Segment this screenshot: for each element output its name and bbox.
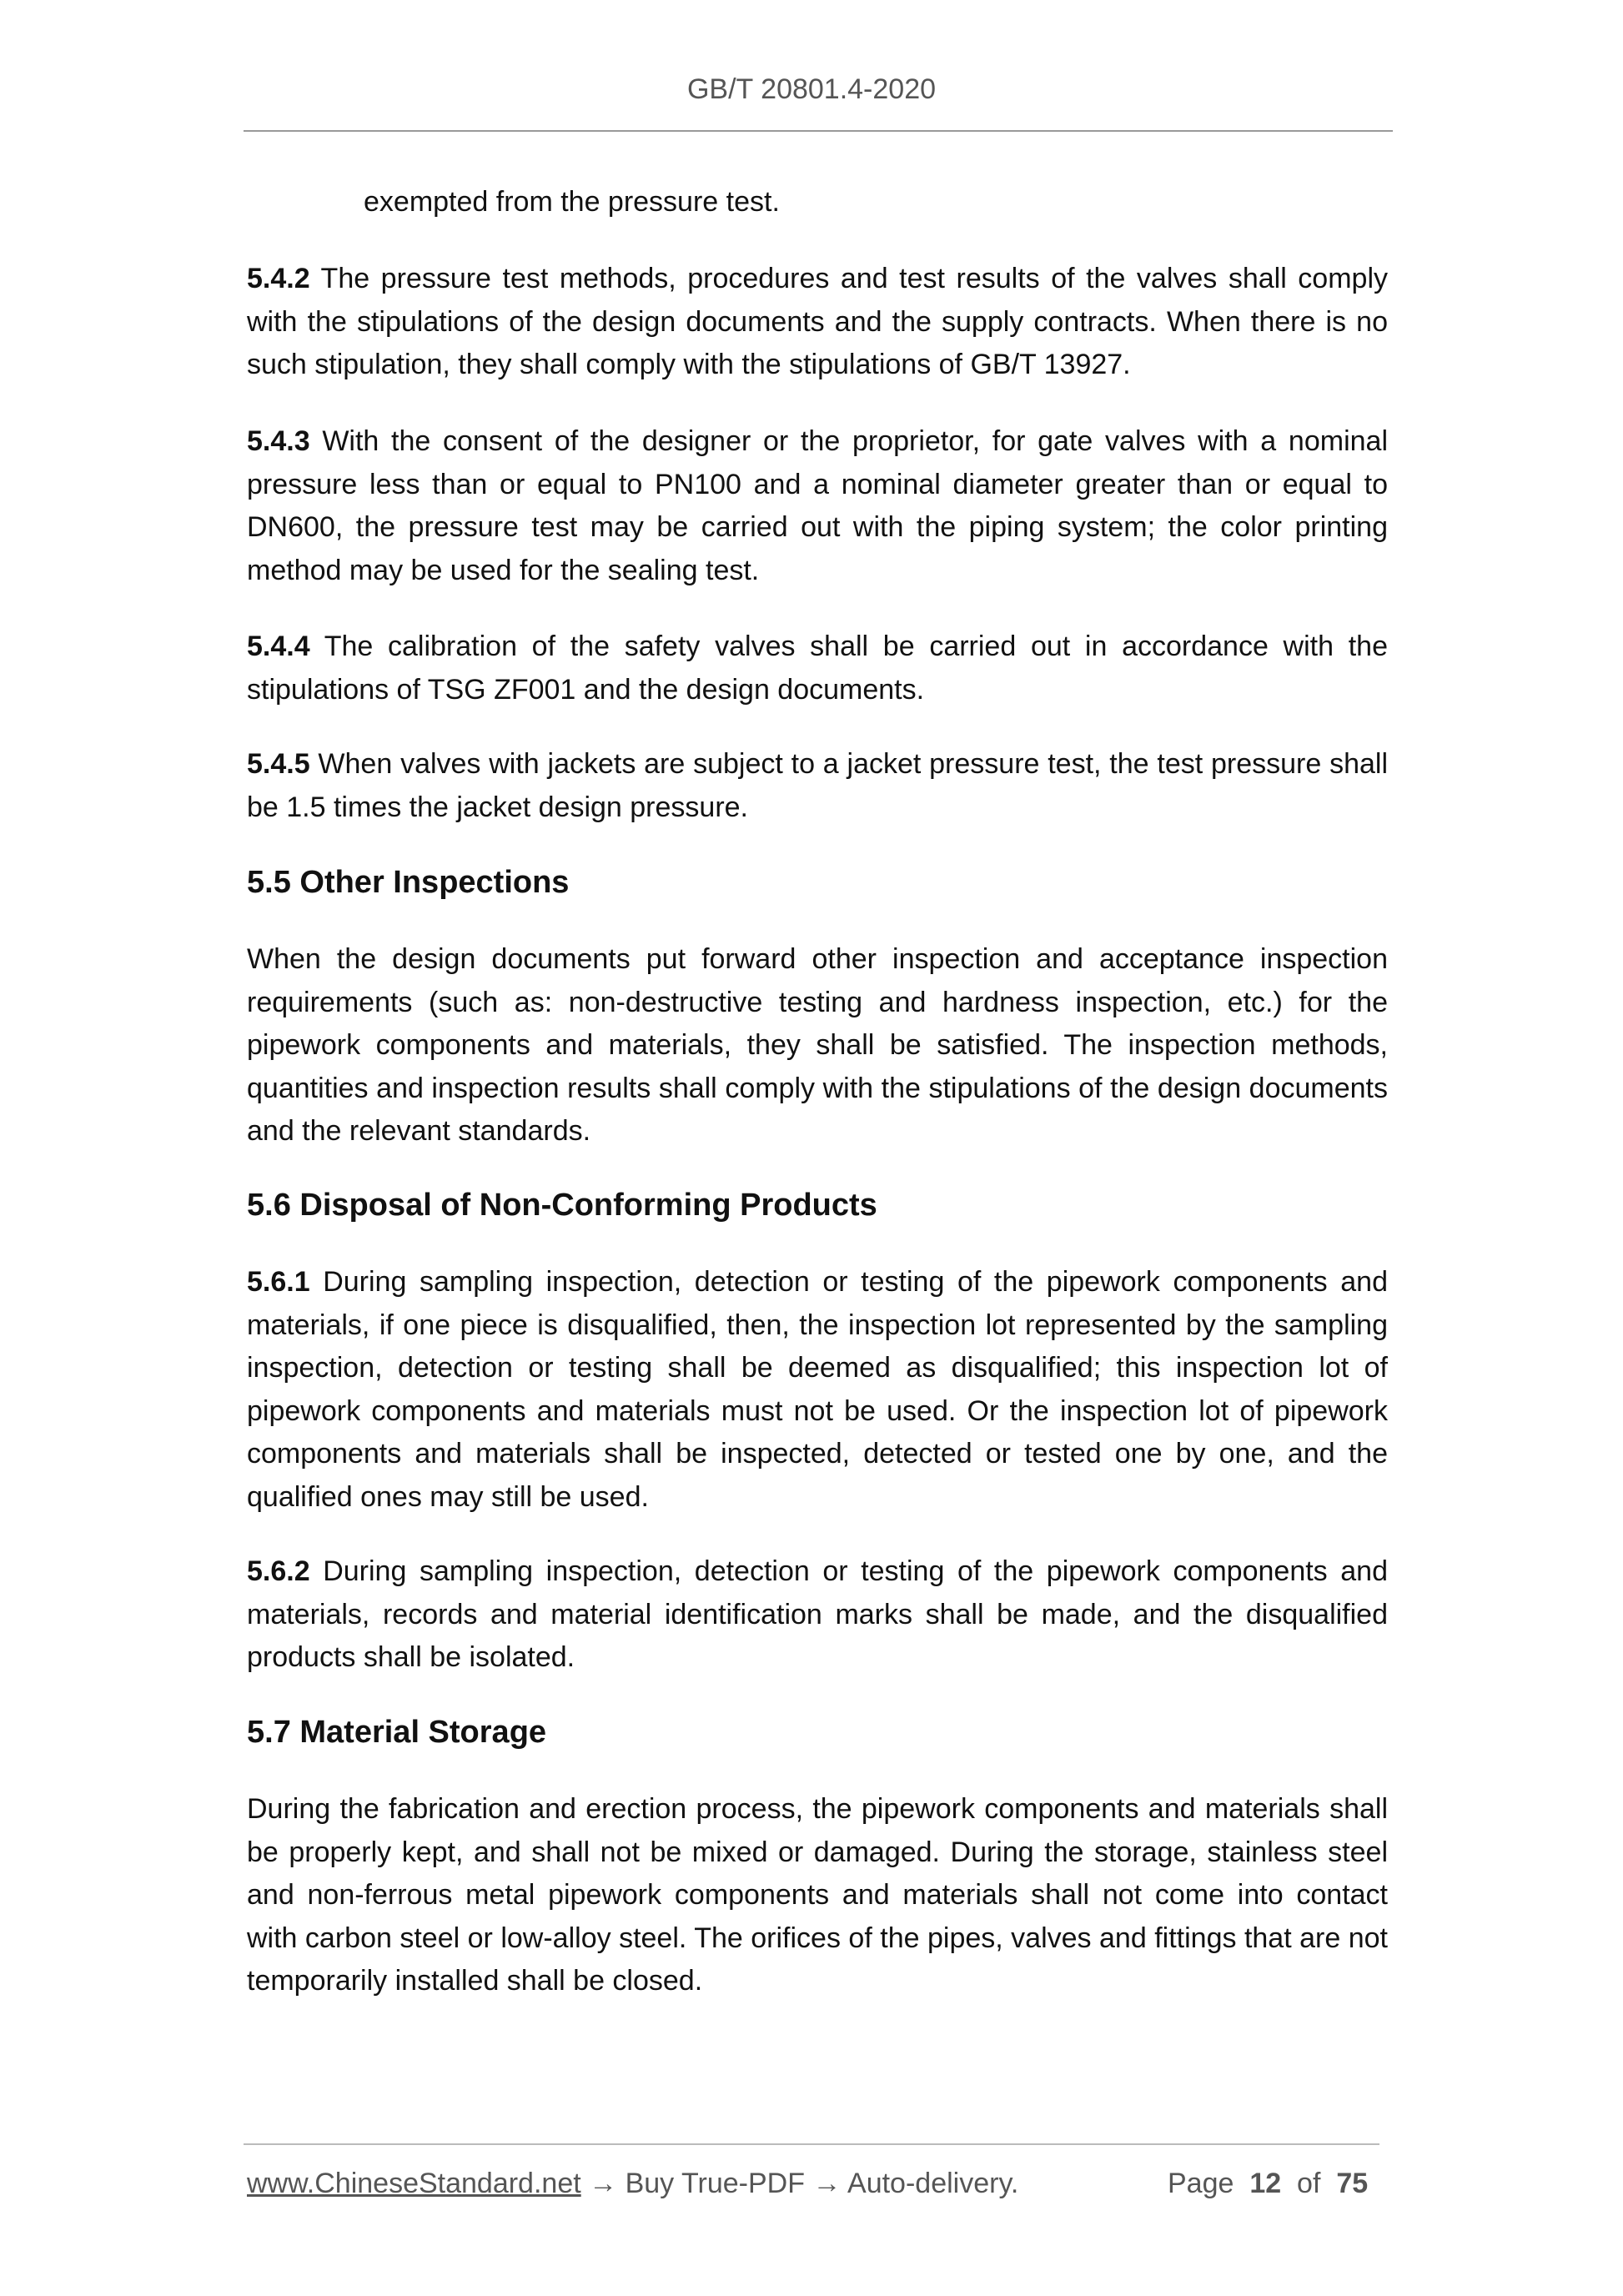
current-page: 12 (1249, 2168, 1282, 2199)
clause-number: 5.4.3 (247, 425, 310, 457)
section-heading-5-6: 5.6 Disposal of Non-Conforming Products (247, 1188, 877, 1223)
clause-text: During sampling inspection, detection or testing of the pipework components and materials, records and material identification marks shall be made, and the disqualified products shall be isolated. (247, 1555, 1388, 1673)
document-header: GB/T 20801.4-2020 (686, 73, 937, 105)
total-pages: 75 (1336, 2168, 1369, 2199)
section-5-5-paragraph: When the design documents put forward other inspection and acceptance inspection requirements (such as: non-destructive testing and hardness inspection, etc.) for the pipework components and materials, they shall be satisfied. The inspection methods, quantities and inspection results shall comply with the stipulations of the design documents and the relevant standards. (247, 943, 1388, 1147)
clause-5-4-3 (247, 420, 1388, 592)
clause-number: 5.4.5 (247, 748, 310, 780)
clause-number: 5.4.4 (247, 631, 310, 662)
arrow-right-icon: → (812, 2168, 842, 2199)
clause-5-4-5 (247, 743, 1388, 829)
website-link[interactable]: www.ChineseStandard.net (247, 2168, 581, 2199)
clause-5-6-2 (247, 1550, 1388, 1680)
section-heading-5-7: 5.7 Material Storage (247, 1715, 547, 1750)
clause-number: 5.4.2 (247, 263, 310, 294)
footer-promo (247, 2165, 1018, 2202)
clause-text: The calibration of the safety valves shall be carried out in accordance with the stipulations of TSG ZF001 and the design documents. (247, 631, 1388, 706)
paragraph-continuation: exempted from the pressure test. (364, 186, 780, 218)
arrow-right-icon: → (589, 2168, 618, 2199)
auto-delivery-text: Auto-delivery. (847, 2168, 1019, 2199)
clause-text: During sampling inspection, detection or testing of the pipework components and materials, if one piece is disqualified, then, the inspection lot represented by the sampling inspection, detection or testing shall be deemed as disqualified; this inspection lot of pipework components and materials must not be used. Or the inspection lot of pipework components and materials shall be inspected, detected or tested one by one, and the qualified ones may still be used. (247, 1266, 1388, 1513)
clause-number: 5.6.1 (247, 1266, 310, 1298)
clause-text: With the consent of the designer or the proprietor, for gate valves with a nominal pressure less than or equal to PN100 and a nominal diameter greater than or equal to DN600, the pressure test may be carried out with the piping system; the color printing method may be used for the sealing test. (247, 425, 1388, 586)
section-5-7-paragraph: During the fabrication and erection process, the pipework components and materials shall be properly kept, and shall not be mixed or damaged. During the storage, stainless steel and non-ferrous metal pipework components and materials shall not come into contact with carbon steel or low-alloy steel. The orifices of the pipes, valves and fittings that are not temporarily installed shall be closed. (247, 1793, 1388, 1997)
clause-5-4-4 (247, 625, 1388, 711)
footer-divider (244, 2143, 1379, 2145)
section-heading-5-5: 5.5 Other Inspections (247, 865, 570, 900)
clause-text: The pressure test methods, procedures and test results of the valves shall comply with the stipulations of the design documents and the supply contracts. When there is no such stipulation, they shall comply with the stipulations of GB/T 13927. (247, 263, 1388, 380)
page-label: Page (1168, 2168, 1234, 2199)
page-number (1168, 2165, 1368, 2202)
clause-5-6-1 (247, 1261, 1388, 1519)
clause-5-4-2 (247, 258, 1388, 387)
clause-text: When valves with jackets are subject to a jacket pressure test, the test pressure shall be 1.5 times the jacket design pressure. (247, 748, 1388, 823)
of-label: of (1297, 2168, 1321, 2199)
clause-number: 5.6.2 (247, 1555, 310, 1587)
buy-text: Buy True-PDF (625, 2168, 805, 2199)
header-divider (244, 130, 1393, 132)
